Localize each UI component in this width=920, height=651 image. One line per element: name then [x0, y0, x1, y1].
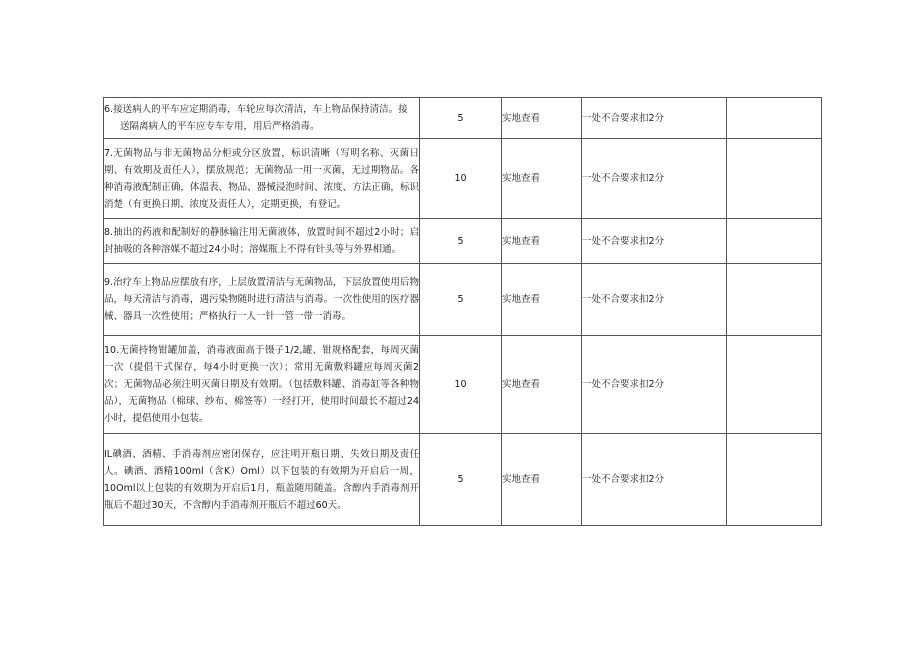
- score-cell: 5: [420, 434, 502, 526]
- table-row: [104, 98, 822, 139]
- method-cell: 实地查看: [502, 219, 582, 264]
- item-text: 8.抽出的药液和配制好的静脉输注用无菌液体，放置时间不超过2小时；启封抽吸的各种溶媒不超过24小时；溶媒瓶上不得有针头等与外界相通。: [104, 219, 420, 264]
- method-cell: 实地查看: [502, 434, 582, 526]
- table-row: [104, 434, 822, 526]
- deduction-cell: 一处不合要求扣2分: [582, 98, 727, 139]
- item-text: IL碘酒、酒精、手消毒剂应密闭保存，应注明开瓶日期、失效日期及责任人。碘酒、酒精100ml（含K）Oml）以下包装的有效期为开启后一周，10Oml以上包装的有效期为开启后1月，瓶盖随用随盖。含醇内手消毒剂开瓶后不超过30天，不含醇内手消毒剂开瓶后不超过60天。: [104, 434, 420, 526]
- score-cell: 5: [420, 98, 502, 139]
- deduction-cell: 一处不合要求扣2分: [582, 264, 727, 336]
- table-row: [104, 139, 822, 219]
- method-cell: 实地查看: [502, 139, 582, 219]
- item-text: 7.无菌物品与非无菌物品分柜或分区放置，标识清晰（写明名称、灭菌日期、有效期及责任人），摆放规范；无菌物品一用一灭菌，无过期物品。各种消毒液配制正确，体温表、物品、器械浸泡时间、浓度、方法正确，标识消楚（有更换日期、浓度及责任人），定期更换，有登记。: [104, 139, 420, 219]
- method-cell: 实地查看: [502, 264, 582, 336]
- remark-cell: [727, 139, 822, 219]
- inspection-table: [103, 97, 822, 526]
- score-cell: 10: [420, 139, 502, 219]
- remark-cell: [727, 219, 822, 264]
- remark-cell: [727, 434, 822, 526]
- item-text: 10.无菌持物钳罐加盖，消毒液面高于镊子1/2,罐、钳规格配套，每周灭菌一次（提倡干式保存，每4小时更换一次）；常用无菌敷料罐应每周灭菌2次；无菌物品必须注明灭菌日期及有效期。（包括敷料罐、消毒缸等各种物品），无菌物品（棉球、纱布、棉签等）一经打开，使用时间最长不超过24小时，提倡使用小包装。: [104, 336, 420, 434]
- score-cell: 5: [420, 219, 502, 264]
- score-cell: 10: [420, 336, 502, 434]
- score-cell: 5: [420, 264, 502, 336]
- remark-cell: [727, 264, 822, 336]
- method-cell: 实地查看: [502, 98, 582, 139]
- item-line: 送隔离病人的平车应专车专用，用后严格消毒。: [120, 121, 320, 132]
- item-text: [104, 98, 420, 139]
- remark-cell: [727, 336, 822, 434]
- item-text: 9.治疗车上物品应摆放有序，上层放置清洁与无菌物品，下层放置使用后物品，每天清洁与消毒，遇污染物随时进行清洁与消毒。一次性使用的医疗器械、器具一次性使用；严格执行一人一针一管一带一消毒。: [104, 264, 420, 336]
- deduction-cell: 一处不合要求扣2分: [582, 336, 727, 434]
- remark-cell: [727, 98, 822, 139]
- table-row: [104, 264, 822, 336]
- deduction-cell: 一处不合要求扣2分: [582, 219, 727, 264]
- method-cell: 实地查看: [502, 336, 582, 434]
- table-row: [104, 336, 822, 434]
- deduction-cell: 一处不合要求扣2分: [582, 434, 727, 526]
- item-line: 6.接送病人的平车应定期消毒，车轮应每次清洁，车上物品保持清洁。接: [104, 104, 408, 115]
- deduction-cell: 一处不合要求扣2分: [582, 139, 727, 219]
- table-row: [104, 219, 822, 264]
